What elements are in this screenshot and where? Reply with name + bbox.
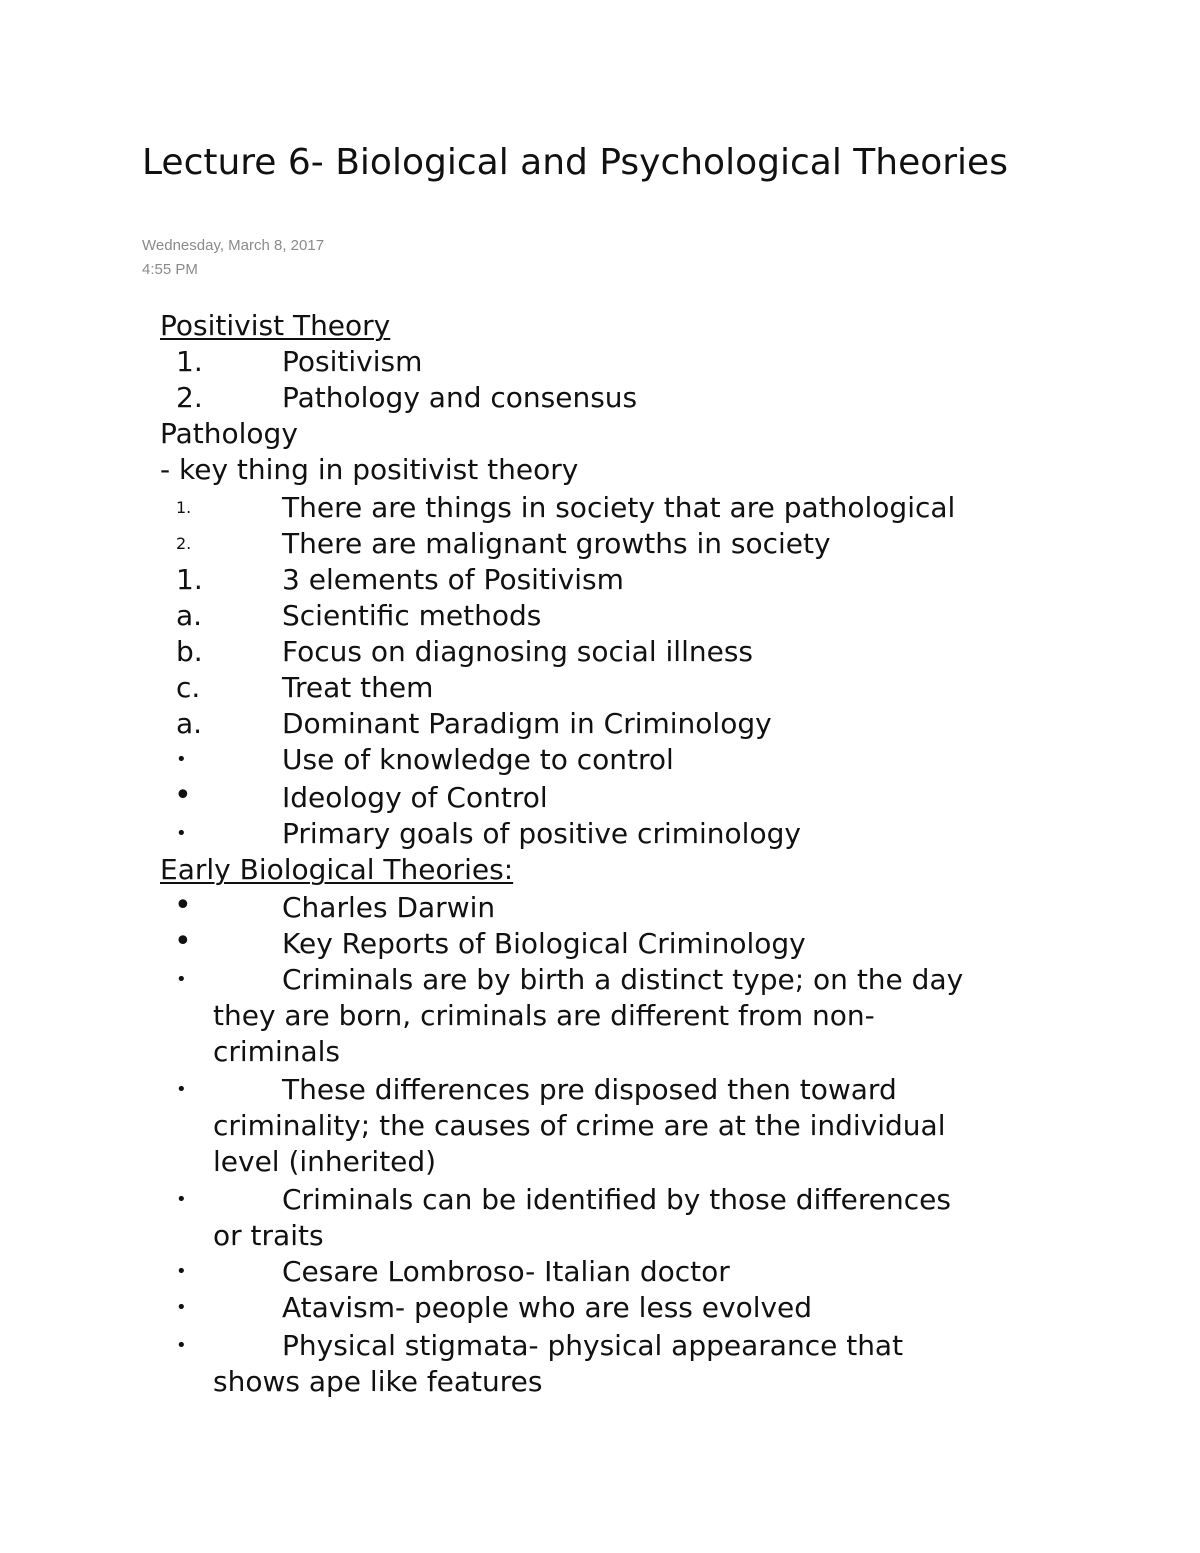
list-item: Physical stigmata- physical appearance that bbox=[282, 1329, 904, 1362]
list-item: Positivism bbox=[282, 345, 423, 378]
list-item: Charles Darwin bbox=[282, 891, 496, 924]
list-marker: 1. bbox=[176, 345, 203, 378]
bullet-icon: • bbox=[176, 969, 187, 990]
list-item: Dominant Paradigm in Criminology bbox=[282, 707, 772, 740]
list-marker: 2. bbox=[176, 534, 192, 553]
subheading-pathology: Pathology bbox=[160, 417, 298, 450]
list-item: Criminals can be identified by those differences bbox=[282, 1183, 951, 1216]
list-item: Atavism- people who are less evolved bbox=[282, 1291, 813, 1324]
page-title: Lecture 6- Biological and Psychological Theories bbox=[142, 142, 1008, 183]
list-marker: 1. bbox=[176, 563, 203, 596]
list-item: Treat them bbox=[282, 671, 434, 704]
note-date: Wednesday, March 8, 2017 bbox=[142, 237, 325, 254]
note-line: - key thing in positivist theory bbox=[160, 453, 579, 486]
list-item: Primary goals of positive criminology bbox=[282, 817, 801, 850]
list-item: Use of knowledge to control bbox=[282, 743, 674, 776]
list-marker: 2. bbox=[176, 381, 203, 414]
list-item: Scientific methods bbox=[282, 599, 542, 632]
bullet-icon: • bbox=[176, 1297, 187, 1318]
list-item: There are malignant growths in society bbox=[282, 527, 831, 560]
bullet-icon: • bbox=[176, 823, 187, 844]
list-item: Criminals are by birth a distinct type; on the day bbox=[282, 963, 964, 996]
section-heading-biological: Early Biological Theories: bbox=[160, 853, 514, 886]
list-marker: b. bbox=[176, 635, 203, 668]
list-marker: c. bbox=[176, 671, 201, 704]
bullet-icon: • bbox=[176, 1261, 187, 1282]
list-item-continuation: criminals bbox=[213, 1035, 341, 1068]
list-marker: a. bbox=[176, 707, 203, 740]
list-item: Focus on diagnosing social illness bbox=[282, 635, 754, 668]
list-item: 3 elements of Positivism bbox=[282, 563, 624, 596]
list-item-continuation: criminality; the causes of crime are at the individual bbox=[213, 1109, 946, 1142]
list-item-continuation: level (inherited) bbox=[213, 1145, 437, 1178]
list-item: Pathology and consensus bbox=[282, 381, 638, 414]
list-marker: a. bbox=[176, 599, 203, 632]
bullet-icon: • bbox=[176, 1079, 187, 1100]
bullet-icon: • bbox=[176, 1335, 187, 1356]
list-item-continuation: or traits bbox=[213, 1219, 324, 1252]
bullet-icon: • bbox=[174, 924, 192, 959]
bullet-icon: • bbox=[174, 888, 192, 923]
list-item-continuation: shows ape like features bbox=[213, 1365, 543, 1398]
section-heading-positivist: Positivist Theory bbox=[160, 309, 391, 342]
list-item: There are things in society that are pathological bbox=[282, 491, 956, 524]
list-item: Cesare Lombroso- Italian doctor bbox=[282, 1255, 730, 1288]
bullet-icon: • bbox=[176, 749, 187, 770]
list-item-continuation: they are born, criminals are different from non- bbox=[213, 999, 875, 1032]
bullet-icon: • bbox=[176, 1189, 187, 1210]
list-marker: 1. bbox=[176, 498, 192, 517]
list-item: These differences pre disposed then toward bbox=[282, 1073, 897, 1106]
note-time: 4:55 PM bbox=[142, 261, 198, 278]
bullet-icon: • bbox=[174, 778, 192, 813]
list-item: Ideology of Control bbox=[282, 781, 548, 814]
list-item: Key Reports of Biological Criminology bbox=[282, 927, 806, 960]
